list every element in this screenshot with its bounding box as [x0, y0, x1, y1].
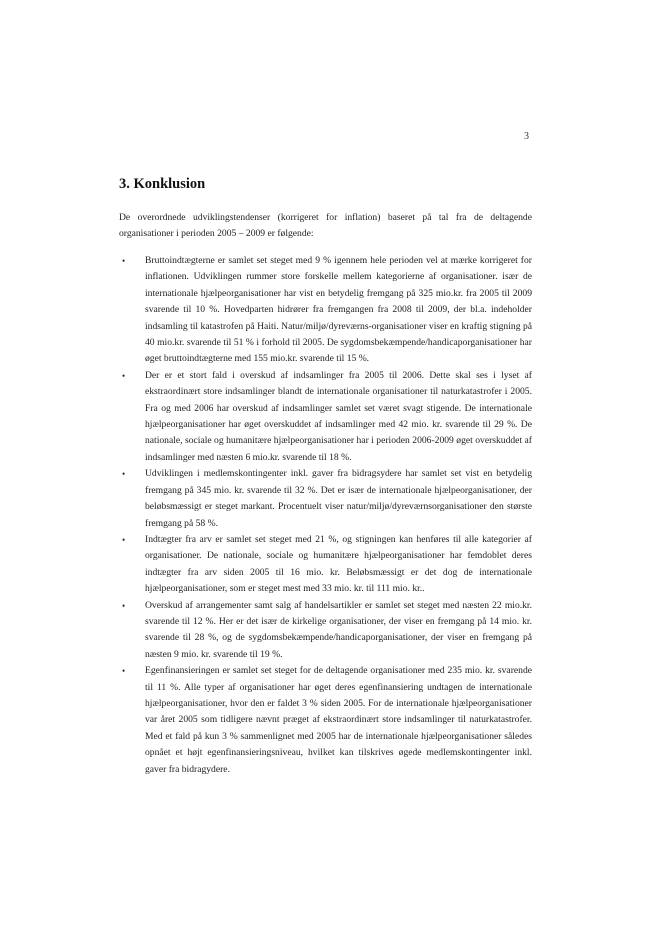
bullet-icon: • [122, 256, 126, 266]
conclusion-bullet-list [119, 253, 532, 778]
bullet-icon: • [122, 370, 126, 381]
bullet-collection-surplus [119, 368, 532, 466]
bullet-membership-fees [119, 466, 532, 532]
bullet-icon: • [122, 600, 126, 611]
bullet-text: Egenfinansieringen er samlet set steget for de deltagende organisationer med 235 mio. kr. svarende til 11 %. Alle typer af organisationer har øget deres egenfinansiering undtagen de internationale hjælpeorganisationer, hvor den er faldet 3 % siden 2005. For de internationale hjælpeorganisationer var året 2005 som tidligere nævnt præget af ekstraordinært store indsamlinger til naturkatastrofer. Med et fald på kun 3 % sammenlignet med 2005 har de internationale hjælpeorganisationer således opnået et højt egenfinansieringsniveau, hvilket kan tilskrives øgede medlemskontingenter inkl. gaver fra bidragydere. [145, 665, 532, 775]
intro-paragraph: De overordnede udviklingstendenser (korrigeret for inflation) baseret på tal fra de deltagende organisationer i perioden 2005 – 2009 er følgende: [119, 212, 532, 240]
bullet-events-surplus [119, 598, 532, 664]
page-number: 3 [524, 131, 529, 142]
bullet-self-financing [119, 663, 532, 778]
bullet-icon: • [122, 534, 126, 545]
bullet-text: Udviklingen i medlemskontingenter inkl. gaver fra bidragsydere har samlet set vist en betydelig fremgang på 345 mio. kr. svarende til 32 %. Det er især de internationale hjælpeorganisationer, der beløbsmæssigt er steget markant. Procentuelt viser natur/miljø/dyreværnsorganisationer den største fremgang på 58 %. [145, 468, 532, 529]
section-heading: 3. Konklusion [119, 176, 206, 192]
bullet-gross-income [119, 253, 532, 368]
bullet-text: Bruttoindtægterne er samlet set steget med 9 % igennem hele perioden vel at mærke korrigeret for inflationen. Udviklingen rummer store forskelle mellem kategorierne af organisationer. især de internationale hjælpeorganisationer har vist en betydelig fremgang på 325 mio.kr. fra 2005 til 2009 svarende til 10 %. Hovedparten hidrører fra fremgangen fra 2008 til 2009, der bl.a. indeholder indsamling til katastrofen på Haiti. Natur/miljø/dyreværns-organisationer viser en kraftig stigning på 40 mio.kr. svarende til 51 % i forhold til 2005. De sygdomsbekæmpende/handicaporganisationer har øget bruttoindtægterne med 155 mio.kr. svarende til 15 %. [145, 255, 532, 365]
bullet-text: Overskud af arrangementer samt salg af handelsartikler er samlet set steget med næsten 22 mio.kr. svarende til 12 %. Her er det især de kirkelige organisationer, der viser en fremgang på 14 mio. kr. svarende til 28 %, og de sygdomsbekæmpende/handicaporganisationer, der viser en fremgang på næsten 9 mio. kr. svarende til 19 %. [145, 599, 532, 660]
bullet-text: Indtægter fra arv er samlet set steget med 21 %, og stigningen kan henføres til alle kategorier af organisationer. De nationale, sociale og humanitære hjælpeorganisationer har femdoblet deres indtægter fra arv siden 2005 til 16 mio. kr. Beløbsmæssigt er det dog de internationale hjælpeorganisationer, som er steget mest med 33 mio. kr. til 111 mio. kr.. [145, 533, 532, 595]
bullet-text: Der er et stort fald i overskud af indsamlinger fra 2005 til 2006. Dette skal ses i lyset af ekstraordinært store indsamlinger blandt de internationale organisationer til naturkatastrofer i 2005. Fra og med 2006 har overskud af indsamlinger samlet set været svagt stigende. De internationale hjælpeorganisationer har øget overskuddet af indsamlinger med 42 mio. kr. svarende til 29 %. De nationale, sociale og humanitære hjælpeorganisationer har i perioden 2006-2009 øget overskuddet af indsamlinger med næsten 6 mio.kr. svarende til 18 %. [145, 369, 532, 463]
bullet-inheritance-income [119, 532, 532, 598]
bullet-icon: • [122, 469, 126, 480]
bullet-icon: • [122, 666, 126, 677]
